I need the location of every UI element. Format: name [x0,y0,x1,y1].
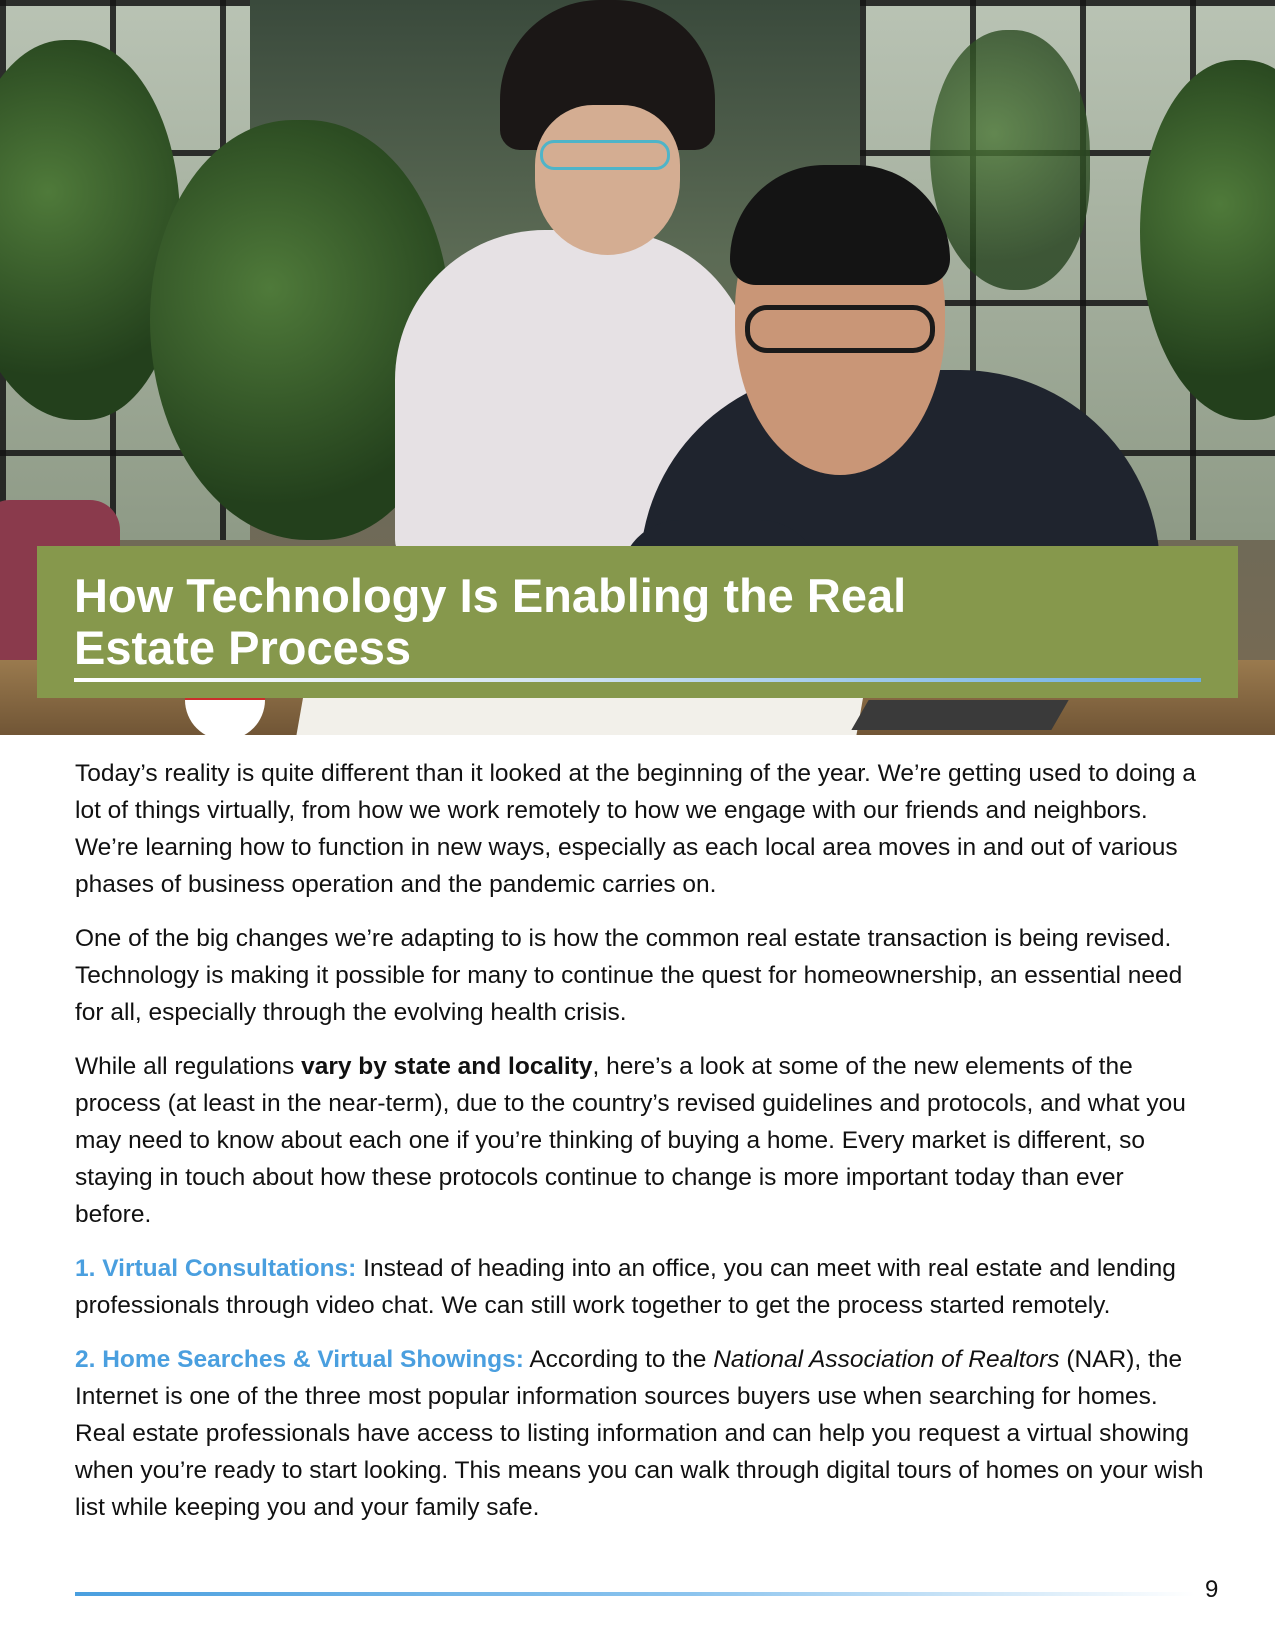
paragraph-3-bold: vary by state and locality [301,1053,593,1080]
list-item-heading: 1. Virtual Consultations: [75,1255,357,1282]
page-number: 9 [1205,1576,1219,1603]
list-item-heading: 2. Home Searches & Virtual Showings: [75,1346,524,1373]
paragraph-2: One of the big changes we’re adapting to is how the common real estate transaction is being revised. Technology is making it possible for many to continue the quest for homeownership, an essential need for all, especially through the evolving health crisis. [75,925,1183,1026]
paragraph-3-text-a: While all regulations [75,1053,302,1080]
list-item-italic: National Association of Realtors [713,1346,1060,1373]
paragraph-1: Today’s reality is quite different than it looked at the beginning of the year. We’re getting used to doing a lot of things virtually, from how we work remotely to how we engage with our friends and neighbors. We’re learning how to function in new ways, especially as each local area moves in and out of various phases of business operation and the pandemic carries on. [75,760,1196,898]
man-glasses [745,305,935,353]
list-item-home-searches [75,1341,1205,1526]
list-item-virtual-consultations [75,1250,1205,1324]
footer-rule [75,1592,1195,1596]
woman-glasses [540,140,670,170]
title-line-1: How Technology Is Enabling the Real [74,569,907,622]
list-item-text: Instead of heading into an office, you can meet with real estate and lending professionals through video chat. We can still work together to get the process started remotely. [75,1255,1176,1319]
list-item-text-b: (NAR), the Internet is one of the three most popular information sources buyers use when searching for homes. Real estate professionals have access to listing information and can help you request a virtual showing when you’re ready to start looking. This means you can walk through digital tours of homes on your wish list while keeping you and your family safe. [75,1346,1204,1521]
page-title [74,570,974,674]
title-underline [74,678,1201,682]
woman-face [535,105,680,255]
article-body [75,755,1205,1543]
paragraph-3 [75,1048,1205,1233]
title-line-2: Estate Process [74,621,412,674]
paragraph-3-text-b: , here’s a look at some of the new elements of the process (at least in the near-term), due to the country’s revised guidelines and protocols, and what you may need to know about each one if you’re thinking of buying a home. Every market is different, so staying in touch about how these protocols continue to change is more important today than ever before. [75,1053,1186,1228]
list-item-text-a: According to the [523,1346,714,1373]
laptop [851,700,1068,730]
title-box [37,546,1238,698]
